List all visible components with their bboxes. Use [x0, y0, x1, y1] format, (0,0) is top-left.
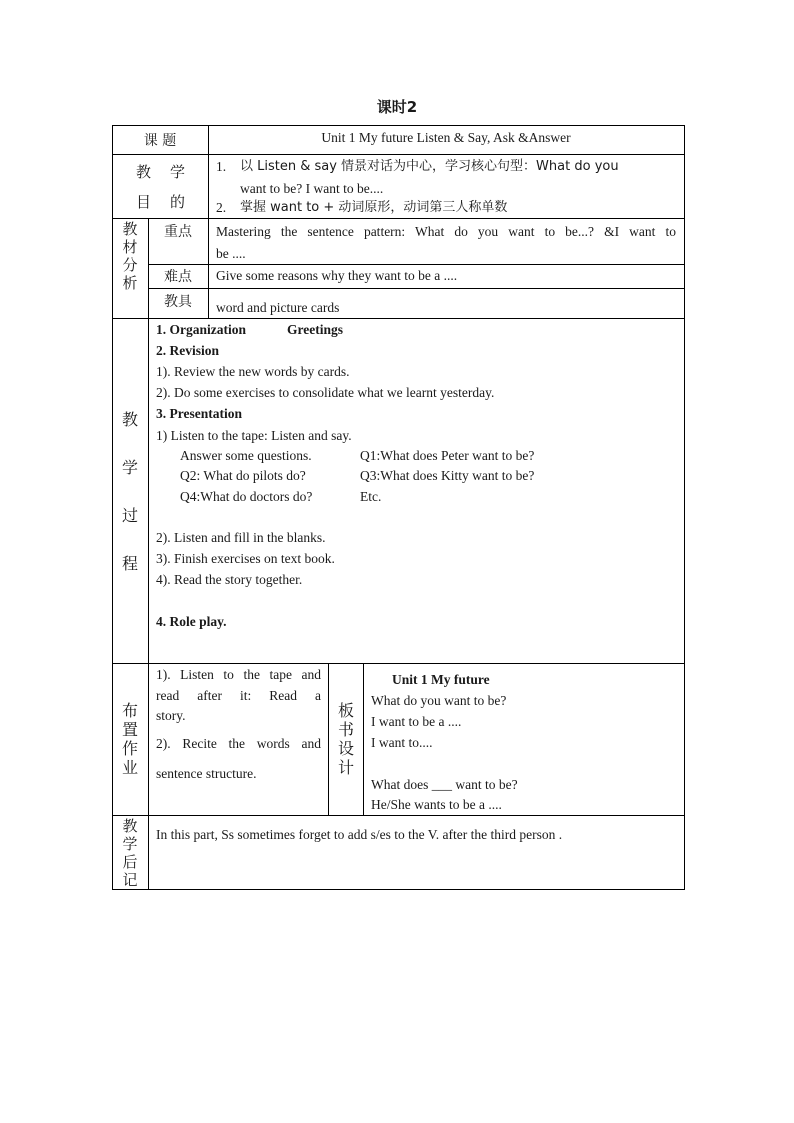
aids-text: word and picture cards — [216, 300, 340, 315]
step-item: 1). Review the new words by cards. — [156, 364, 350, 379]
question: Answer some questions. — [180, 448, 312, 463]
page-title: 课时2 — [376, 98, 418, 116]
key-point-label: 重点 — [164, 224, 192, 240]
key-point-text: Mastering the sentence pattern: What do you want to be...? &I want to — [216, 224, 676, 239]
step-item: 3). Finish exercises on text book. — [156, 551, 335, 566]
objective-text: 以 Listen & say 情景对话为中心，学习核心句型：What do you — [240, 159, 619, 174]
step-item: 2). Listen and fill in the blanks. — [156, 530, 326, 545]
step-item: 4). Read the story together. — [156, 572, 303, 587]
question: Q1:What does Peter want to be? — [360, 448, 535, 463]
step-heading: 3. Presentation — [156, 406, 242, 421]
topic-label: 课 题 — [143, 133, 177, 149]
key-point-text: be .... — [216, 246, 246, 261]
step-heading: 2. Revision — [156, 343, 220, 358]
board-title: Unit 1 My future — [392, 672, 490, 687]
objective-text: 掌握 want to + 动词原形，动词第三人称单数 — [240, 200, 508, 215]
topic-value: Unit 1 My future Listen & Say, Ask &Answer — [321, 130, 571, 145]
aids-label: 教具 — [164, 294, 192, 310]
difficulty-label: 难点 — [164, 269, 192, 285]
objective-num: 2. — [216, 200, 227, 215]
step-item: 1) Listen to the tape: Listen and say. — [156, 428, 352, 443]
objective-num: 1. — [216, 159, 227, 174]
question: Etc. — [360, 489, 382, 504]
question: Q3:What does Kitty want to be? — [360, 468, 535, 483]
reflection-text: In this part, Ss sometimes forget to add s/es to the V. after the third person . — [156, 827, 563, 842]
step-item: 2). Do some exercises to consolidate what we learnt yesterday. — [156, 385, 495, 400]
difficulty-text: Give some reasons why they want to be a .... — [216, 268, 458, 283]
step-heading: 4. Role play. — [156, 614, 227, 629]
question: Q4:What do doctors do? — [180, 489, 313, 504]
step-heading: Greetings — [287, 322, 343, 337]
step-heading: 1. Organization — [156, 322, 246, 337]
question: Q2: What do pilots do? — [180, 468, 306, 483]
objective-text: want to be? I want to be.... — [240, 181, 384, 196]
